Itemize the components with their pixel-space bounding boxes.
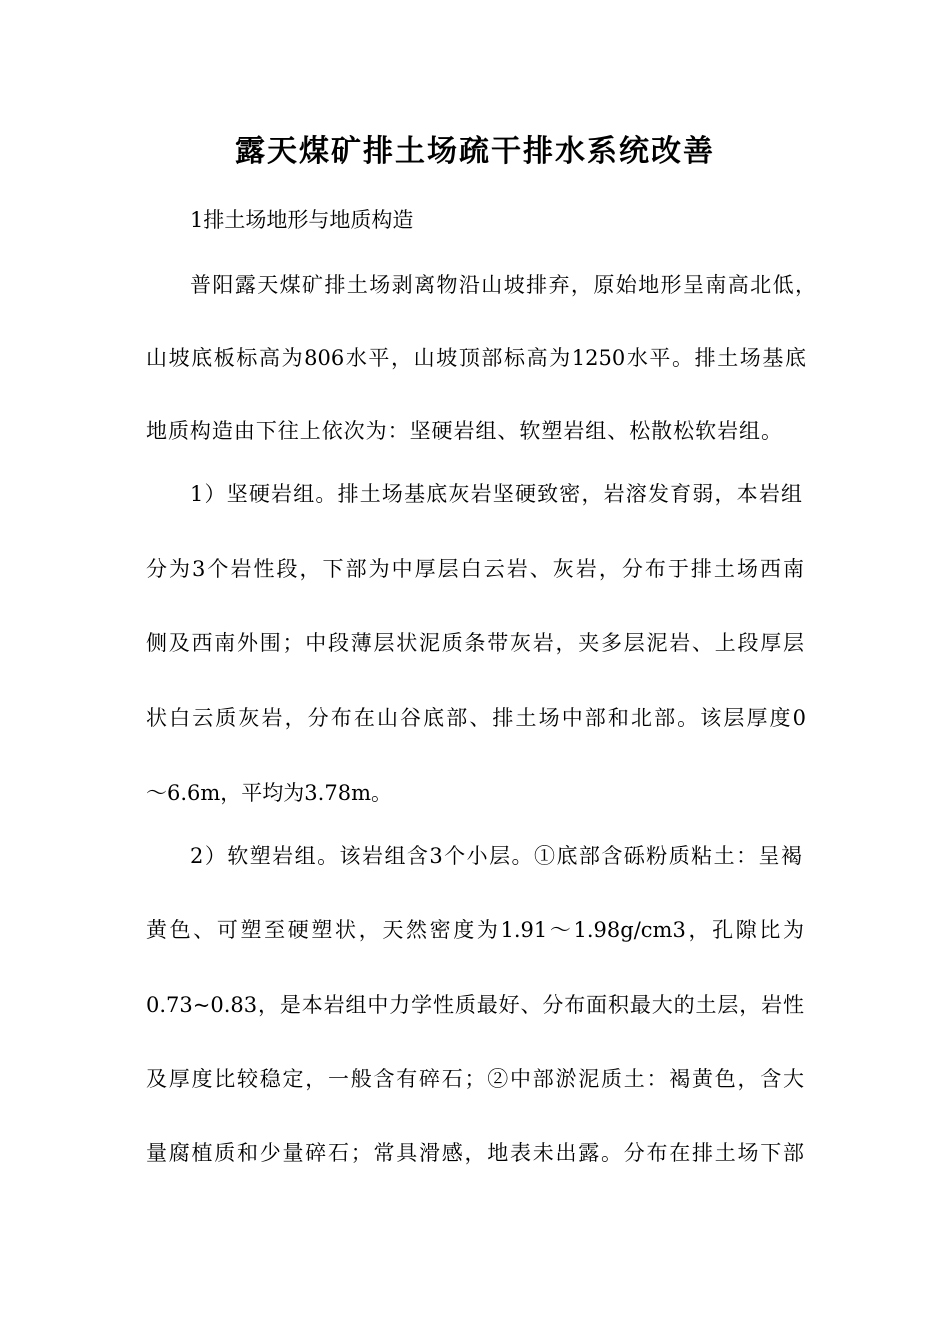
paragraph-line: 山坡底板标高为806水平，山坡顶部标高为1250水平。排土场基底	[146, 346, 806, 370]
paragraph-line: 侧及西南外围；中段薄层状泥质条带灰岩，夹多层泥岩、上段厚层	[146, 631, 804, 655]
paragraph-line: 黄色、可塑至硬塑状，天然密度为1.91～1.98g/cm3，孔隙比为	[146, 918, 804, 942]
paragraph-line: 1）坚硬岩组。排土场基底灰岩坚硬致密，岩溶发育弱，本岩组	[190, 482, 802, 506]
paragraph-line: 0.73~0.83，是本岩组中力学性质最好、分布面积最大的土层，岩性	[146, 993, 804, 1017]
paragraph-line: 及厚度比较稳定，一般含有碎石；②中部淤泥质土：褐黄色，含大	[146, 1067, 804, 1091]
paragraph-line: 分为3个岩性段，下部为中厚层白云岩、灰岩，分布于排土场西南	[146, 557, 804, 581]
section-heading: 1排土场地形与地质构造	[190, 208, 414, 232]
paragraph-line: 状白云质灰岩，分布在山谷底部、排土场中部和北部。该层厚度0	[146, 706, 806, 730]
paragraph-line: 量腐植质和少量碎石；常具滑感，地表未出露。分布在排土场下部	[146, 1141, 804, 1165]
paragraph-line: 地质构造由下往上依次为：坚硬岩组、软塑岩组、松散松软岩组。	[146, 419, 782, 443]
paragraph-line: ～6.6m，平均为3.78m。	[146, 781, 392, 805]
document-title: 露天煤矿排土场疏干排水系统改善	[235, 134, 715, 169]
paragraph-line: 普阳露天煤矿排土场剥离物沿山坡排弃，原始地形呈南高北低，	[190, 273, 816, 297]
paragraph-line: 2）软塑岩组。该岩组含3个小层。①底部含砾粉质粘土：呈褐	[190, 844, 802, 868]
